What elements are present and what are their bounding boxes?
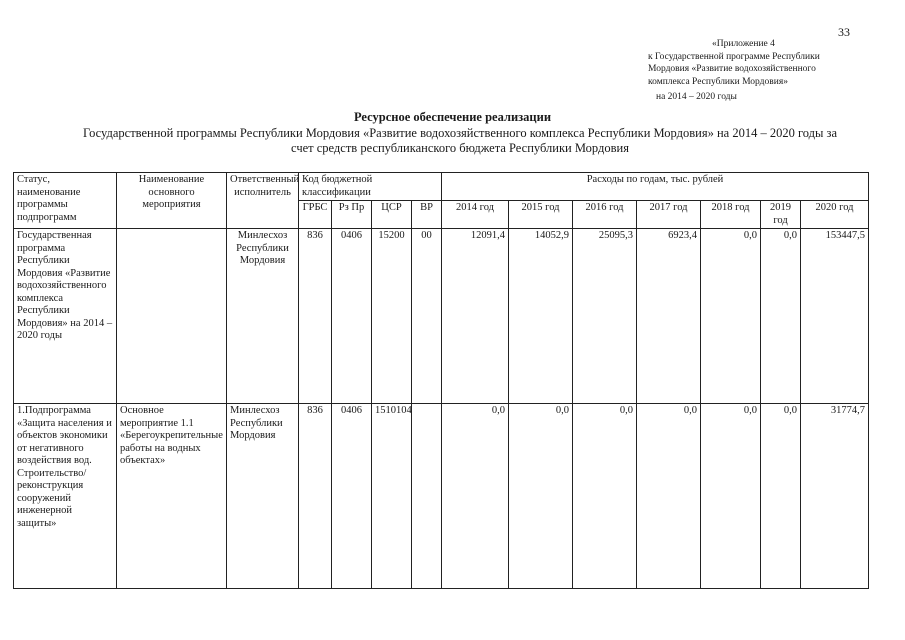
row-csr: 1510104 [372, 404, 412, 589]
appendix-line: «Приложение 4 [712, 39, 775, 49]
table-row [14, 229, 869, 404]
row-name [117, 229, 227, 404]
row-rzpr: 0406 [332, 229, 372, 404]
document-title: Ресурсное обеспечение реализации [353, 110, 552, 124]
row-value: 0,0 [637, 404, 701, 589]
header-year: 2020 год [801, 201, 869, 229]
document-subtitle: Государственной программы Республики Мордовия «Развитие водохозяйственного комплекса Республики Мордовия» на 2014 – 2020 годы за счет средств республиканского бюджета Республики Мордовия [82, 126, 838, 155]
row-rzpr: 0406 [332, 404, 372, 589]
row-responsible: Минлесхоз Республики Мордовия [227, 229, 299, 404]
page-number: 33 [838, 25, 850, 39]
appendix-line: комплекса Республики Мордовия» [648, 76, 788, 87]
row-status: Государственная программа Республики Мордовия «Развитие водохозяйственного комплекса Республики Мордовия» на 2014 – 2020 годы [14, 229, 117, 404]
header-year: 2017 год [637, 201, 701, 229]
row-csr: 15200 [372, 229, 412, 404]
header-grbs: ГРБС [299, 201, 332, 229]
header-responsible: Ответственный исполнитель [227, 173, 299, 229]
resource-table [13, 172, 869, 589]
row-grbs: 836 [299, 229, 332, 404]
row-value: 0,0 [761, 229, 801, 404]
row-value: 0,0 [701, 229, 761, 404]
row-value: 0,0 [761, 404, 801, 589]
header-year: 2015 год [509, 201, 573, 229]
header-rzpr: Рз Пр [332, 201, 372, 229]
appendix-line: к Государственной программе Республики [648, 51, 820, 62]
header-vr: ВР [412, 201, 442, 229]
header-year: 2016 год [573, 201, 637, 229]
header-csr: ЦСР [372, 201, 412, 229]
row-value: 6923,4 [637, 229, 701, 404]
row-value: 0,0 [509, 404, 573, 589]
row-value: 0,0 [701, 404, 761, 589]
table-row [14, 404, 869, 589]
row-vr: 00 [412, 229, 442, 404]
row-grbs: 836 [299, 404, 332, 589]
row-status: 1.Подпрограмма «Защита населения и объектов экономики от негативного воздействия вод. Строительство/реконструкция сооружений инженерной защиты» [14, 404, 117, 589]
row-value: 12091,4 [442, 229, 509, 404]
header-year: 2019 год [761, 201, 801, 229]
row-responsible: Минлесхоз Республики Мордовия [227, 404, 299, 589]
header-code-class: Код бюджетной классификации [299, 173, 442, 201]
header-row [14, 173, 869, 201]
header-status: Статус, наименование программы подпрограмм [14, 173, 117, 229]
row-vr [412, 404, 442, 589]
header-year: 2018 год [701, 201, 761, 229]
header-name: Наименование основного мероприятия [117, 173, 227, 229]
row-value: 25095,3 [573, 229, 637, 404]
row-name: Основное мероприятие 1.1 «Берегоукрепительные работы на водных объектах» [117, 404, 227, 589]
appendix-line: на 2014 – 2020 годы [656, 92, 737, 102]
row-value: 0,0 [442, 404, 509, 589]
header-year: 2014 год [442, 201, 509, 229]
appendix-note [648, 38, 863, 104]
row-value: 14052,9 [509, 229, 573, 404]
appendix-line: Мордовия «Развитие водохозяйственного [648, 64, 816, 74]
header-expenses: Расходы по годам, тыс. рублей [442, 173, 869, 201]
row-value: 31774,7 [801, 404, 869, 589]
row-value: 0,0 [573, 404, 637, 589]
row-value: 153447,5 [801, 229, 869, 404]
